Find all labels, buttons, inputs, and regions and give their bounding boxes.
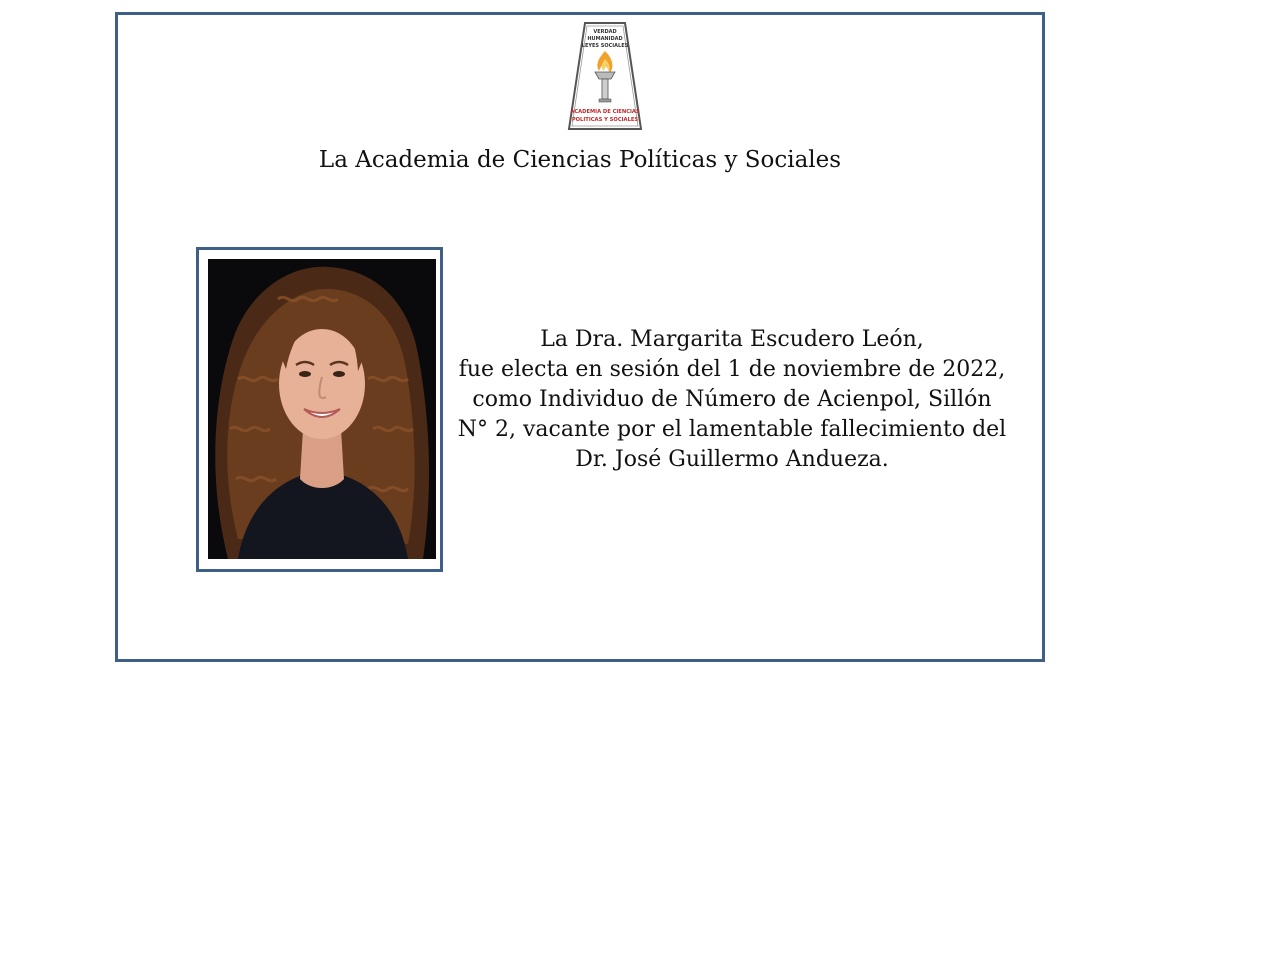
portrait-photo: [208, 259, 436, 559]
announcement-line-1: La Dra. Margarita Escudero León,: [540, 327, 924, 352]
logo-top-line-1: VERDAD: [593, 29, 617, 35]
logo-top-line-2: HUMANIDAD: [587, 36, 623, 42]
academy-title: La Academia de Ciencias Políticas y Sociales: [318, 147, 842, 173]
announcement-line-5: Dr. José Guillermo Andueza.: [575, 447, 889, 472]
portrait-frame: [196, 247, 443, 572]
academy-logo: [565, 21, 645, 131]
logo-bottom-line-1: ACADEMIA DE CIENCIAS: [570, 109, 640, 115]
announcement-text: [456, 325, 1008, 475]
announcement-line-3: como Individuo de Número de Acienpol, Sillón: [472, 387, 992, 412]
announcement-card: [115, 12, 1045, 662]
announcement-line-2: fue electa en sesión del 1 de noviembre de 2022,: [458, 357, 1006, 382]
announcement-line-4: N° 2, vacante por el lamentable fallecimiento del: [457, 417, 1007, 442]
logo-bottom-line-2: POLITICAS Y SOCIALES: [571, 117, 639, 123]
logo-top-line-3: LEYES SOCIALES: [581, 43, 629, 49]
